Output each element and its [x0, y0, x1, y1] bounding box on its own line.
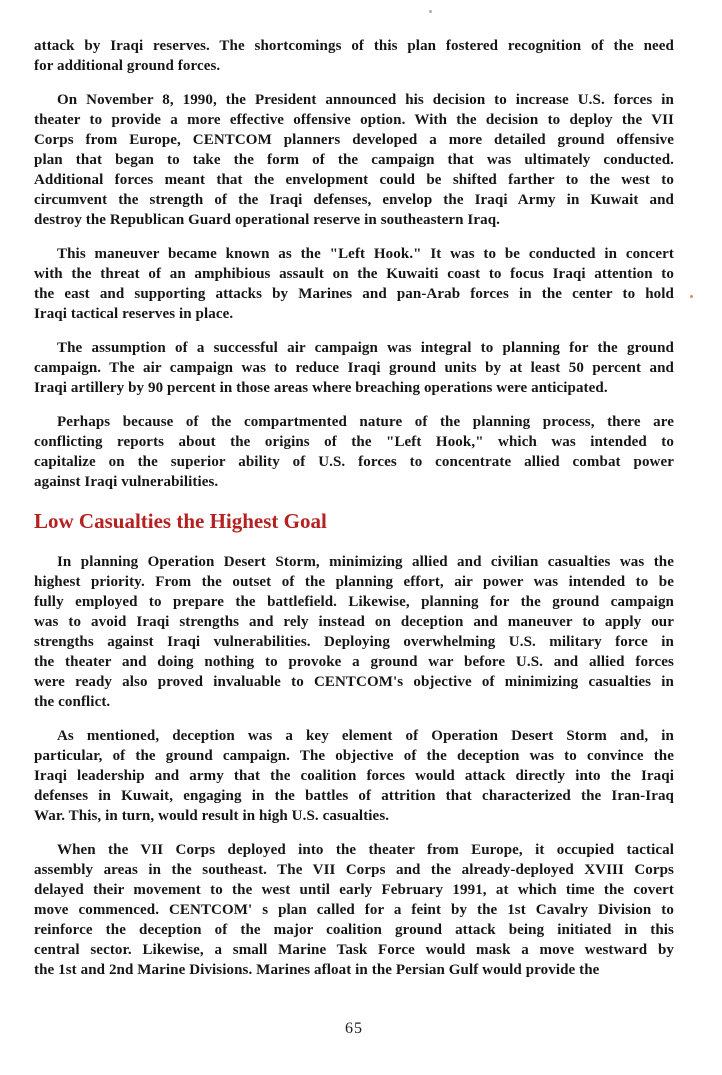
text-line: were ready also proved invaluable to CENTCOM's objective of minimizing casualties in — [34, 674, 674, 690]
text-line: As mentioned, deception was a key element of Operation Desert Storm and, in — [57, 728, 674, 744]
page-footer — [34, 1020, 674, 1038]
paragraph — [34, 36, 674, 76]
text-line: The assumption of a successful air campaign was integral to planning for the ground — [57, 340, 674, 356]
text-line: move commenced. CENTCOM' s plan called for a feint by the 1st Cavalry Division to — [34, 902, 674, 918]
document-body-text — [34, 36, 674, 980]
scan-artifact-dot — [690, 295, 693, 298]
text-line: plan that began to take the form of the campaign that was ultimately conducted. — [34, 152, 674, 168]
paragraph — [34, 90, 674, 230]
text-line: On November 8, 1990, the President announced his decision to increase U.S. forces in — [57, 92, 674, 108]
paragraph — [34, 244, 674, 324]
text-line: Corps from Europe, CENTCOM planners developed a more detailed ground offensive — [34, 132, 674, 148]
text-line: the 1st and 2nd Marine Divisions. Marines afloat in the Persian Gulf would provide the — [34, 962, 600, 978]
text-line: against Iraqi vulnerabilities. — [34, 474, 219, 490]
text-line: reinforce the deception of the major coalition ground attack being initiated in this — [34, 922, 674, 938]
text-line: central sector. Likewise, a small Marine Task Force would mask a move westward by — [34, 942, 674, 958]
text-line: defenses in Kuwait, engaging in the battles of attrition that characterized the Iran-Iraq — [34, 788, 674, 804]
text-line: In planning Operation Desert Storm, minimizing allied and civilian casualties was the — [57, 554, 674, 570]
text-line: circumvent the strength of the Iraqi defenses, envelop the Iraqi Army in Kuwait and — [34, 192, 674, 208]
text-line: the theater and doing nothing to provoke a ground war before U.S. and allied forces — [34, 654, 674, 670]
text-line: the conflict. — [34, 694, 111, 710]
text-line: highest priority. From the outset of the planning effort, air power was intended to be — [34, 574, 674, 590]
text-line: Iraqi leadership and army that the coalition forces would attack directly into the Iraqi — [34, 768, 674, 784]
section-heading: Low Casualties the Highest Goal — [34, 509, 327, 533]
text-line: When the VII Corps deployed into the theater from Europe, it occupied tactical — [57, 842, 674, 858]
paragraph — [34, 726, 674, 826]
text-line: particular, of the ground campaign. The objective of the deception was to convince the — [34, 748, 674, 764]
text-line: strengths against Iraqi vulnerabilities. Deploying overwhelming U.S. military force in — [34, 634, 674, 650]
text-line: assembly areas in the southeast. The VII Corps and the already-deployed XVIII Corps — [34, 862, 674, 878]
text-line: fully employed to prepare the battlefield. Likewise, planning for the ground campaign — [34, 594, 674, 610]
page-number: 65 — [345, 1020, 363, 1037]
text-line: was to avoid Iraqi strengths and rely instead on deception and maneuver to apply our — [34, 614, 674, 630]
text-line: This maneuver became known as the "Left Hook." It was to be conducted in concert — [57, 246, 674, 262]
text-line: conflicting reports about the origins of the "Left Hook," which was intended to — [34, 434, 674, 450]
paragraph — [34, 338, 674, 398]
text-line: theater to provide a more effective offensive option. With the decision to deploy the VII — [34, 112, 674, 128]
text-line: campaign. The air campaign was to reduce Iraqi ground units by at least 50 percent and — [34, 360, 674, 376]
text-line: Perhaps because of the compartmented nature of the planning process, there are — [57, 414, 674, 430]
text-line: Iraqi artillery by 90 percent in those areas where breaching operations were anticipated. — [34, 380, 608, 396]
scan-artifact-dot — [429, 10, 432, 13]
paragraph — [34, 552, 674, 712]
text-line: destroy the Republican Guard operational reserve in southeastern Iraq. — [34, 212, 501, 228]
text-line: with the threat of an amphibious assault on the Kuwaiti coast to focus Iraqi attention to — [34, 266, 674, 282]
text-line: War. This, in turn, would result in high U.S. casualties. — [34, 808, 390, 824]
text-line: for additional ground forces. — [34, 58, 221, 74]
text-line: delayed their movement to the west until early February 1991, at which time the covert — [34, 882, 674, 898]
text-line: capitalize on the superior ability of U.S. forces to concentrate allied combat power — [34, 454, 674, 470]
text-line: attack by Iraqi reserves. The shortcomings of this plan fostered recognition of the need — [34, 38, 674, 54]
text-line: Iraqi tactical reserves in place. — [34, 306, 234, 322]
text-line: Additional forces meant that the envelopment could be shifted farther to the west to — [34, 172, 674, 188]
paragraph — [34, 412, 674, 492]
text-line: the east and supporting attacks by Marines and pan-Arab forces in the center to hold — [34, 286, 674, 302]
paragraph — [34, 840, 674, 980]
